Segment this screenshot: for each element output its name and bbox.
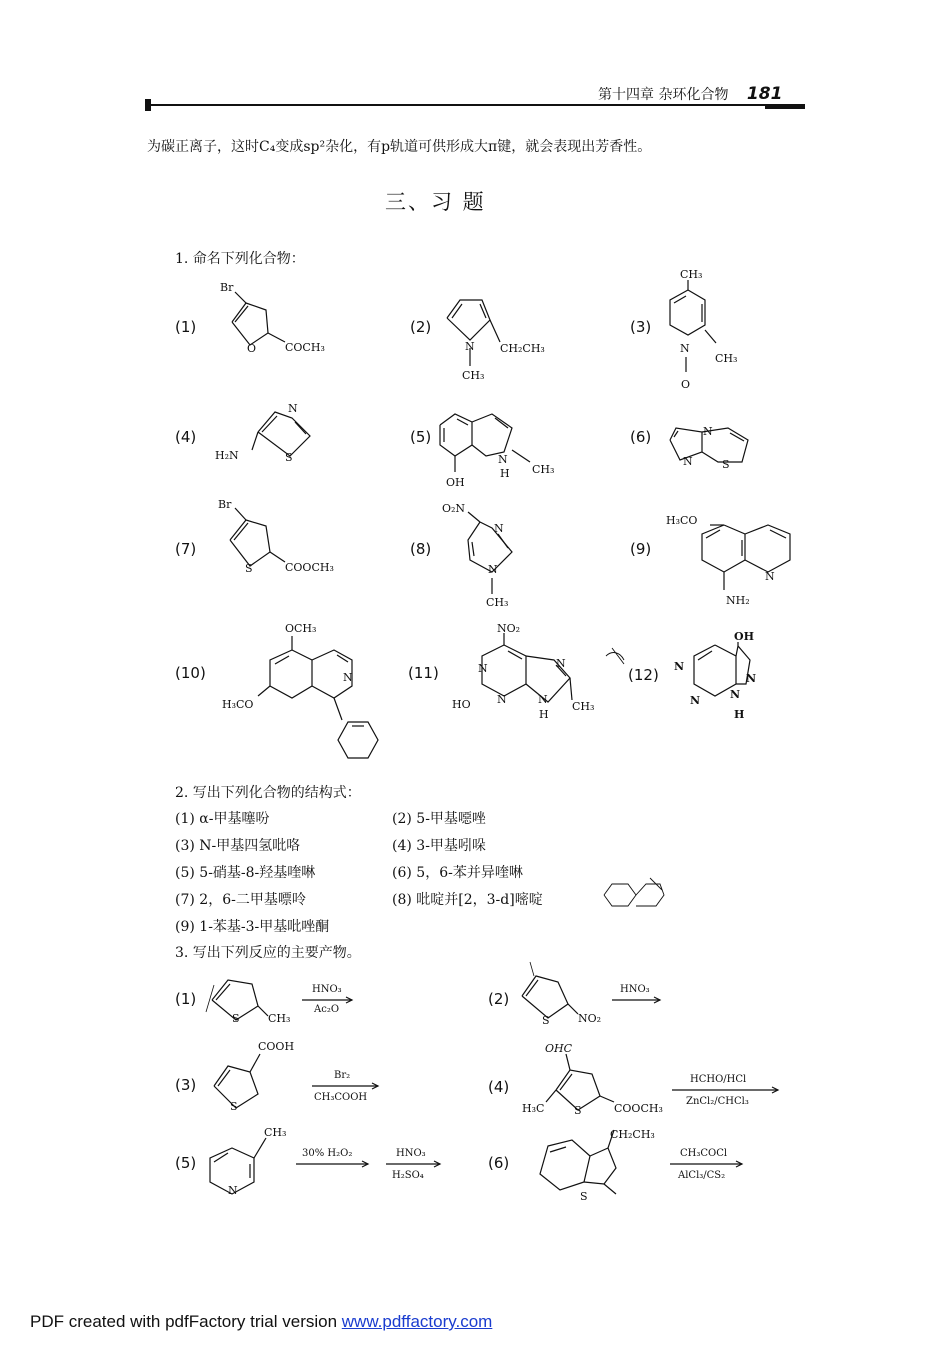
q2-item: (9) 1-苯基-3-甲基吡唑酮 bbox=[175, 919, 330, 935]
q3-label-5: (5) bbox=[175, 1154, 197, 1172]
atom-label: NO₂ bbox=[578, 1012, 602, 1025]
q3-label-4: (4) bbox=[488, 1078, 510, 1096]
question-1-prompt: 1. 命名下列化合物： bbox=[175, 251, 305, 267]
atom-label: N bbox=[690, 694, 701, 707]
q1-label-4: (4) bbox=[175, 428, 197, 446]
atom-label: S bbox=[230, 1100, 238, 1113]
atom-label: CH₃ bbox=[264, 1126, 287, 1139]
atom-label: H bbox=[734, 708, 745, 721]
atom-label: CH₂CH₃ bbox=[500, 342, 545, 355]
q2-item: (1) α-甲基噻吩 bbox=[175, 811, 270, 827]
q1-label-1: (1) bbox=[175, 318, 197, 336]
q1-label-2: (2) bbox=[410, 318, 432, 336]
reagent-label: HNO₃ bbox=[396, 1148, 426, 1159]
q3-label-3: (3) bbox=[175, 1076, 197, 1094]
atom-label: OHC bbox=[545, 1042, 573, 1055]
q1-label-7: (7) bbox=[175, 540, 197, 558]
q1-label-12: (12) bbox=[628, 666, 659, 684]
reagent-label: HNO₃ bbox=[312, 984, 342, 995]
atom-label: N bbox=[765, 570, 775, 583]
q1-label-9: (9) bbox=[630, 540, 652, 558]
atom-label: N bbox=[494, 522, 504, 535]
atom-label: CH₃ bbox=[680, 268, 703, 281]
atom-label: OH bbox=[446, 476, 465, 489]
atom-label: N bbox=[730, 688, 741, 701]
atom-label: S bbox=[580, 1190, 588, 1203]
atom-label: O bbox=[247, 342, 257, 355]
atom-label: N bbox=[746, 672, 757, 685]
atom-label: H₂N bbox=[215, 449, 239, 462]
atom-label: S bbox=[285, 451, 293, 464]
q1-label-5: (5) bbox=[410, 428, 432, 446]
atom-label: CH₃ bbox=[486, 596, 509, 609]
atom-label: N bbox=[343, 671, 353, 684]
reagent-label: CH₃COOH bbox=[314, 1092, 368, 1103]
q2-item: (8) 吡啶并[2，3-d]嘧啶 bbox=[392, 892, 543, 908]
atom-label: H₃C bbox=[522, 1102, 545, 1115]
atom-label: COOCH₃ bbox=[614, 1102, 663, 1115]
q2-item: (7) 2，6-二甲基嘌呤 bbox=[175, 892, 306, 908]
atom-label: N bbox=[683, 455, 693, 468]
atom-label: NH₂ bbox=[726, 594, 750, 607]
atom-label: COOCH₃ bbox=[285, 561, 334, 574]
reagent-label: ZnCl₂/CHCl₃ bbox=[686, 1096, 749, 1107]
footer-link[interactable]: www.pdffactory.com bbox=[341, 1312, 493, 1331]
page-number: 181 bbox=[746, 84, 783, 104]
intro-text: 为碳正离子，这时C₄变成sp²杂化，有p轨道可供形成大π键，就会表现出芳香性。 bbox=[147, 139, 652, 155]
atom-label: OCH₃ bbox=[285, 622, 317, 635]
atom-label: N bbox=[680, 342, 690, 355]
q1-label-11: (11) bbox=[408, 664, 439, 682]
atom-label: N bbox=[703, 425, 713, 438]
atom-label: S bbox=[542, 1014, 550, 1027]
atom-label: H bbox=[539, 708, 549, 721]
atom-label: H bbox=[500, 467, 510, 480]
q2-item: (3) N-甲基四氢吡咯 bbox=[175, 838, 301, 854]
atom-label: S bbox=[232, 1012, 240, 1025]
q1-label-6: (6) bbox=[630, 428, 652, 446]
question-3-prompt: 3. 写出下列反应的主要产物。 bbox=[175, 945, 361, 961]
atom-label: OH bbox=[734, 630, 754, 643]
atom-label: S bbox=[245, 562, 253, 575]
atom-label: N bbox=[674, 660, 685, 673]
reagent-label: AlCl₃/CS₂ bbox=[678, 1170, 726, 1181]
atom-label: S bbox=[722, 458, 730, 471]
q2-item: (2) 5-甲基噁唑 bbox=[392, 811, 486, 827]
atom-label: N bbox=[497, 693, 507, 706]
q1-label-8: (8) bbox=[410, 540, 432, 558]
atom-label: CH₂CH₃ bbox=[610, 1128, 655, 1141]
atom-label: Br bbox=[220, 281, 234, 294]
reagent-label: HCHO/HCl bbox=[690, 1074, 747, 1085]
atom-label: Br bbox=[218, 498, 232, 511]
reagent-label: 30% H₂O₂ bbox=[302, 1148, 353, 1159]
atom-label: CH₃ bbox=[532, 463, 555, 476]
q3-label-1: (1) bbox=[175, 990, 197, 1008]
reagent-label: H₂SO₄ bbox=[392, 1170, 424, 1181]
atom-label: N bbox=[488, 563, 498, 576]
atom-label: CH₃ bbox=[462, 369, 485, 382]
atom-label: NO₂ bbox=[497, 622, 521, 635]
reagent-label: Ac₂O bbox=[314, 1004, 340, 1015]
question-2-prompt: 2. 写出下列化合物的结构式： bbox=[175, 785, 361, 801]
atom-label: N bbox=[498, 453, 508, 466]
footer-text: PDF created with pdfFactory trial version bbox=[30, 1312, 342, 1331]
q2-item: (4) 3-甲基吲哚 bbox=[392, 838, 486, 854]
atom-label: O bbox=[681, 378, 691, 391]
atom-label: N bbox=[556, 657, 566, 670]
q3-label-6: (6) bbox=[488, 1154, 510, 1172]
atom-label: N bbox=[478, 662, 488, 675]
atom-label: CH₃ bbox=[572, 700, 595, 713]
atom-label: CH₃ bbox=[715, 352, 738, 365]
q1-label-10: (10) bbox=[175, 664, 206, 682]
q3-label-2: (2) bbox=[488, 990, 510, 1008]
atom-label: S bbox=[574, 1104, 582, 1117]
section-title: 三、习 题 bbox=[385, 190, 486, 214]
atom-label: N bbox=[465, 340, 475, 353]
atom-label: N bbox=[288, 402, 298, 415]
atom-label: COCH₃ bbox=[285, 341, 325, 354]
atom-label: COOH bbox=[258, 1040, 295, 1053]
atom-label: CH₃ bbox=[268, 1012, 291, 1025]
chapter-title: 第十四章 杂环化合物 bbox=[598, 87, 729, 103]
q2-item: (6) 5，6-苯并异喹啉 bbox=[392, 865, 523, 881]
atom-label: H₃CO bbox=[222, 698, 254, 711]
pdf-footer bbox=[30, 1312, 492, 1332]
reagent-label: HNO₃ bbox=[620, 984, 650, 995]
atom-label: N bbox=[538, 693, 548, 706]
q1-label-3: (3) bbox=[630, 318, 652, 336]
atom-label: HO bbox=[452, 698, 471, 711]
reagent-label: CH₃COCl bbox=[680, 1148, 728, 1159]
atom-label: N bbox=[228, 1184, 238, 1197]
q2-item: (5) 5-硝基-8-羟基喹啉 bbox=[175, 865, 316, 881]
atom-label: O₂N bbox=[442, 502, 466, 515]
reagent-label: Br₂ bbox=[334, 1070, 351, 1081]
structure-1-furan bbox=[232, 292, 285, 345]
atom-label: H₃CO bbox=[666, 514, 698, 527]
